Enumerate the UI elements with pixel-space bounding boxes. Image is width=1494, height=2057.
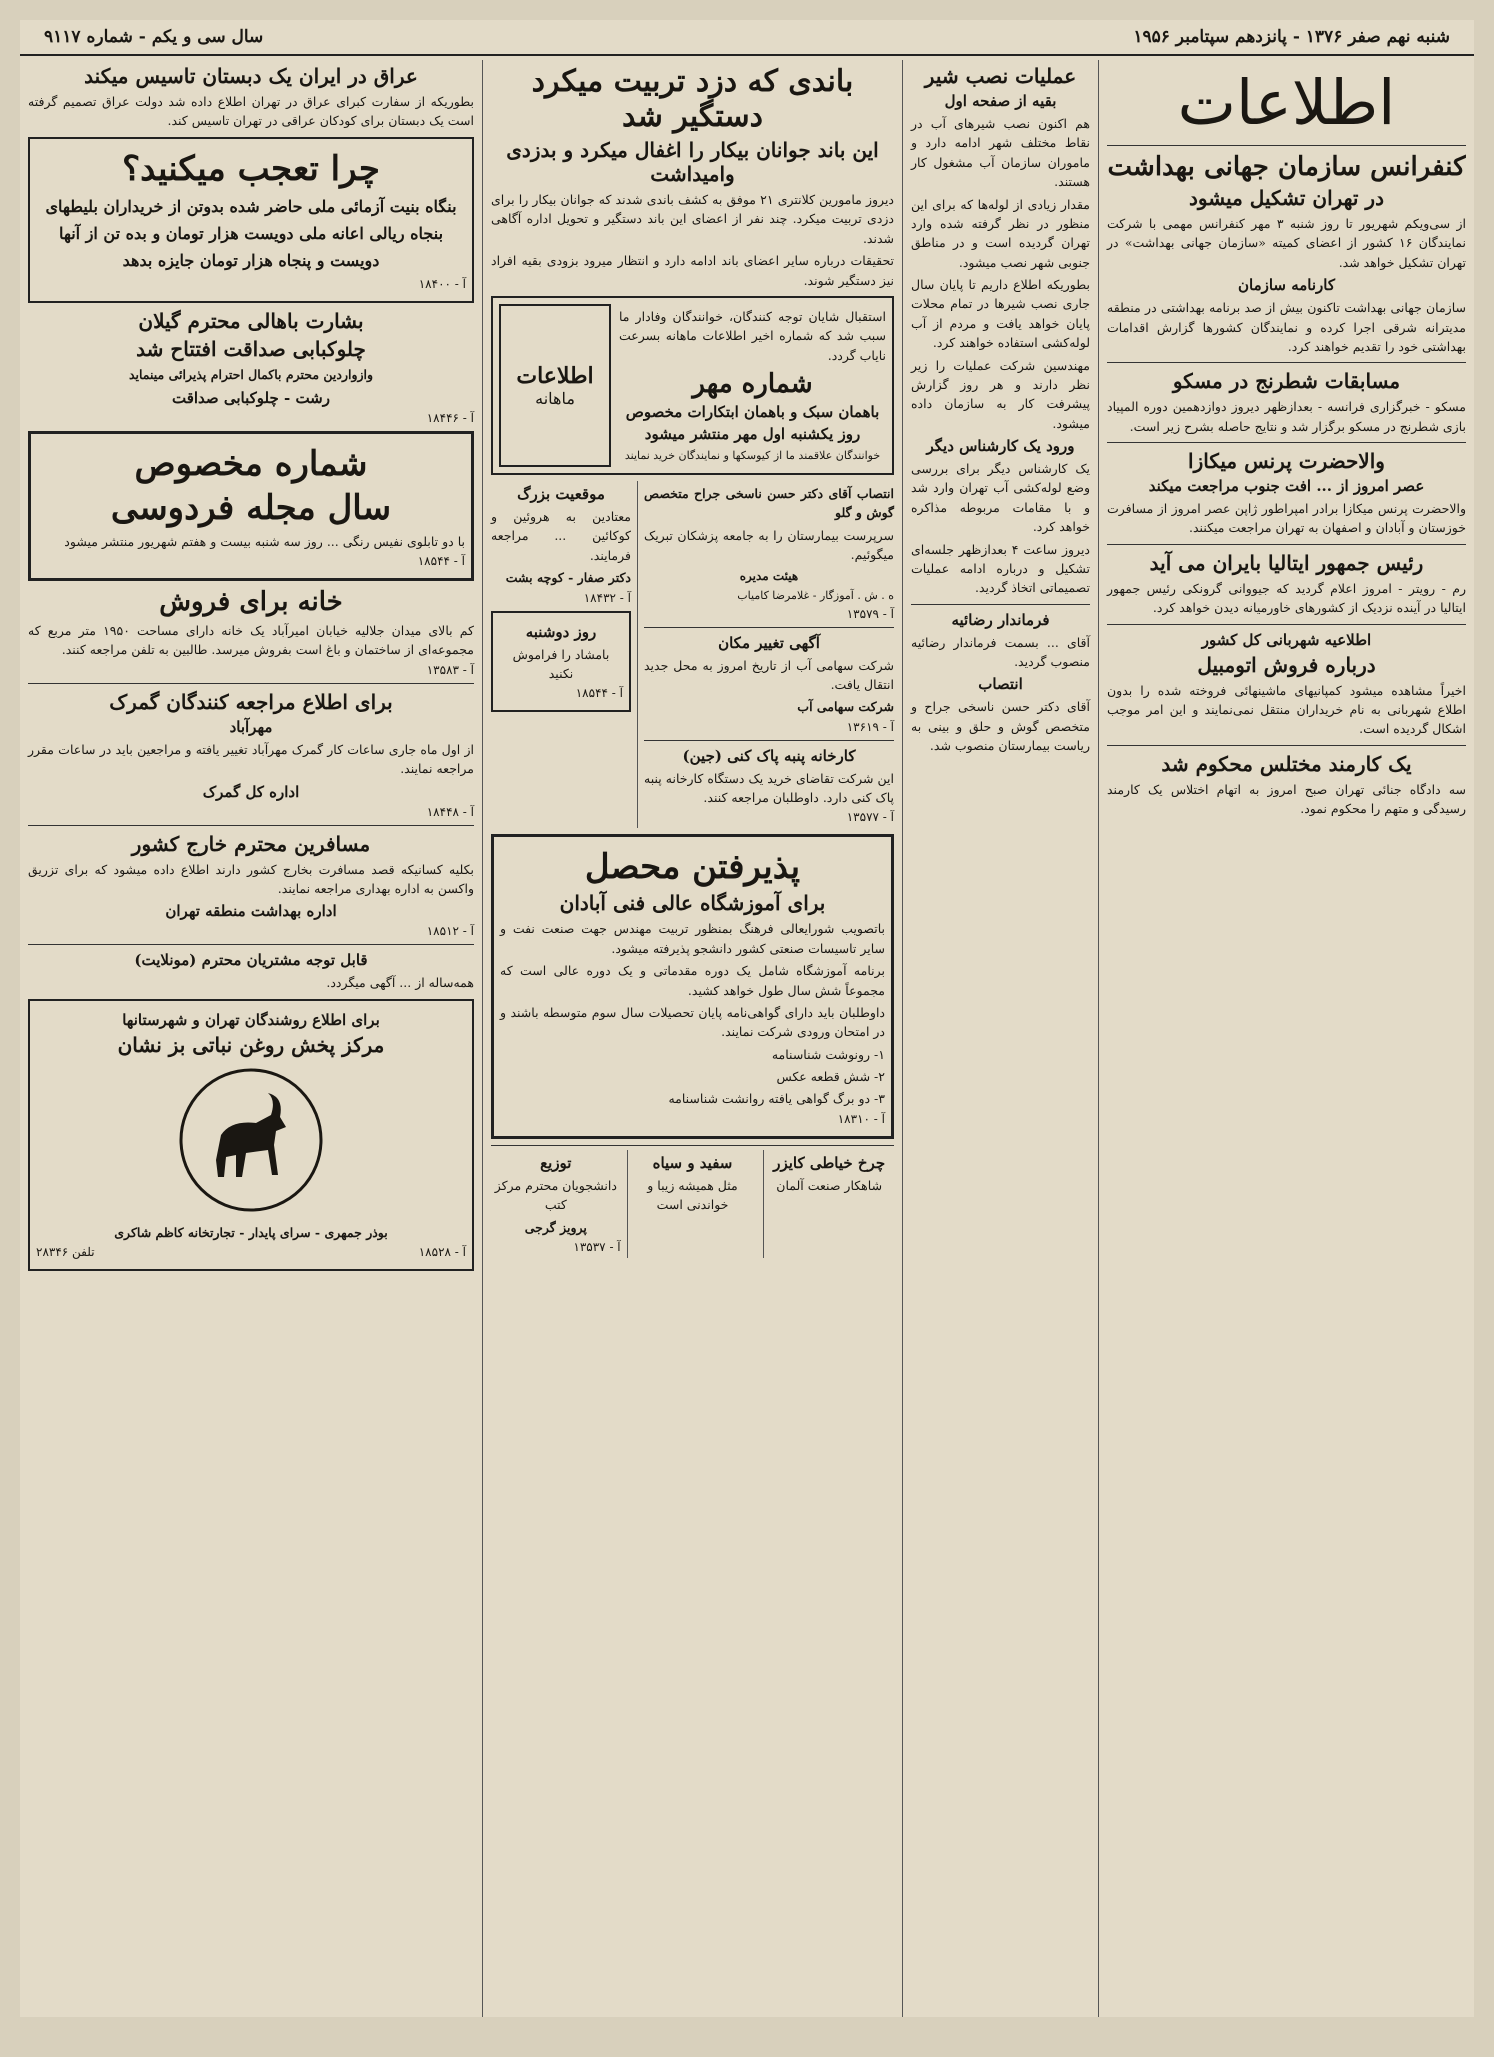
bottom-ad-2	[627, 1150, 758, 1258]
customs-sign: اداره کل گمرک	[202, 782, 300, 801]
mag-cover	[499, 304, 611, 467]
magazine-ad	[491, 296, 894, 475]
column-3	[482, 60, 902, 2017]
entesab-title: انتصاب	[978, 675, 1023, 694]
mag-cover-sub: ماهانه	[535, 388, 575, 408]
tozi-id: آ - ۱۳۵۳۷	[573, 1239, 621, 1254]
monday-id: آ - ۱۸۵۴۴	[575, 686, 623, 701]
abadan-list-3: ۳- دو برگ گواهی یافته روانشت شناسنامه	[668, 1091, 885, 1107]
mag-number: شماره مهر	[692, 369, 813, 399]
customs-id: آ - ۱۸۴۴۸	[426, 804, 474, 819]
oil-id: آ - ۱۸۵۲۸	[418, 1245, 466, 1260]
tozi-title: توزیع	[540, 1153, 572, 1172]
column-1	[1098, 60, 1474, 2017]
tozi-paragraph: دانشجویان محترم مرکز کتب	[494, 1177, 617, 1213]
band-p1: دیروز مامورین کلانتری ۲۱ موفق به کشف باندی شدند که جوانان بیکار را برای دزدی تربیت میکرد. چند نفر از اعضای این باند دستگیر و تحویل اداره آگاهی شدند.	[491, 192, 894, 246]
clerk-paragraph: سه دادگاه جنائی تهران صبح امروز به اتهام اختلاس یک کارمند رسیدگی و متهم را محکوم نمود.	[1107, 781, 1466, 816]
iraq-title: عراق در ایران یک دبستان تاسیس میکند	[84, 64, 418, 88]
oil-sign: بوذر جمهری - سرای پایدار - تجارتخانه کاظم شاکری	[114, 1224, 388, 1240]
column-2	[902, 60, 1098, 2017]
iraq-paragraph: بطوریکه از سفارت کبرای عراق در تهران اطلاع داده شد دولت عراق تصمیم گرفته است یک دبستان برای کودکان عراقی در تهران تاسیس کند.	[28, 94, 474, 129]
shir-title: عملیات نصب شیر	[924, 64, 1077, 88]
shir-p5: یک کارشناس دیگر برای بررسی وضع لوله‌کشی آب تهران وارد شد و با مقامات مربوطه مذاکره خواهد کرد.	[911, 461, 1090, 535]
bottom-ad-1	[763, 1150, 894, 1258]
ferdowsi-title: شماره مخصوص	[134, 443, 368, 484]
header-date: شنبه نهم صفر ۱۳۷۶ - پانزدهم سپتامبر ۱۹۵۶	[1133, 27, 1450, 47]
monday-title: روز دوشنبه	[525, 622, 597, 641]
monday-ad	[491, 611, 631, 713]
prince-title: والاحضرت پرنس میکازا	[1188, 449, 1385, 473]
mawq-sign: دکتر صفار - کوچه بشت	[505, 570, 631, 586]
house-id: آ - ۱۳۵۸۳	[426, 662, 474, 677]
travel-paragraph: بکلیه کسانیکه قصد مسافرت بخارج کشور دارند اطلاع داده میشود که برای تزریق واکسن به اداره بهداری مراجعه نمایند.	[28, 861, 474, 896]
gilan-subtitle: چلوکبابی صداقت افتتاح شد	[136, 337, 366, 362]
shir-section2: ورود یک کارشناس دیگر	[926, 437, 1075, 455]
why-paragraph: بنگاه بنیت آزمائی ملی حاضر شده بدوتن از خریداران بلیطهای بنجاه ریالی اعانه ملی دویست هزار تومان و بده تن از آنها دویست و پنجاه هزار تومان جایزه بدهد	[45, 196, 457, 271]
small-ads-row	[491, 481, 894, 828]
kaiser-paragraph: شاهکار صنعت آلمان	[776, 1177, 883, 1193]
abadan-ad	[491, 834, 894, 1138]
ferdowsi-subtitle: سال مجله فردوسی	[110, 487, 392, 528]
kaiser-title: چرخ خیاطی کایزر	[773, 1153, 886, 1172]
header-bar	[20, 20, 1474, 56]
shir-p6: دیروز ساعت ۴ بعدازظهر جلسه‌ای تشکیل و درباره ادامه عملیات تصمیماتی اتخاذ گردید.	[911, 541, 1090, 596]
travel-sign: اداره بهداشت منطقه تهران	[165, 902, 337, 921]
travel-title: مسافرین محترم خارج کشور	[131, 831, 371, 856]
ferdowsi-ad	[28, 431, 474, 581]
shir-subtitle: بقیه از صفحه اول	[944, 92, 1057, 110]
entesab-ad-body: سرپرست بیمارستان را به جامعه پزشکان تبریک میگوئیم.	[644, 527, 894, 563]
cotton-title: کارخانه پنبه پاک کنی (جین)	[682, 746, 856, 765]
monday-paragraph: بامشاد را فراموش نکنید	[512, 646, 610, 681]
abadan-subtitle: برای آموزشگاه عالی فنی آبادان	[559, 891, 826, 916]
prince-subtitle: عصر امروز از ... افت جنوب مراجعت میکند	[1148, 477, 1425, 495]
who-title: کنفرانس سازمان جهانی بهداشت	[1107, 152, 1466, 182]
italy-paragraph: رم - رویتر - امروز اعلام گردید که جیووانی گرونکی رئیس جمهور ایتالیا در آینده نزدیک از کشورهای خاورمیانه دیدن خواهد کرد.	[1107, 580, 1466, 616]
abadan-list-2: ۲- شش قطعه عکس	[776, 1069, 885, 1085]
mag-line: باهمان سبک و باهمان ابتکارات مخصوص	[625, 403, 880, 421]
gilan-id: آ - ۱۸۴۴۶	[426, 410, 474, 425]
entesab-ad-board: هیئت مدیره	[739, 568, 799, 583]
mag-intro: استقبال شایان توجه کنندگان، خوانندگان وفادار ما سبب شد که شماره اخیر اطلاعات ماهانه بسرعت نایاب گردد.	[619, 308, 886, 363]
goat-logo-icon	[176, 1065, 326, 1215]
customs-title: برای اطلاع مراجعه کنندگان گمرک	[109, 689, 393, 714]
abadan-p3: داوطلبان باید دارای گواهی‌نامه پایان تحصیلات سال سوم متوسطه باشند و در امتحان ورودی شرکت نمایند.	[500, 1004, 885, 1040]
farmandar-paragraph: آقای ... بسمت فرماندار رضائیه منصوب گردید.	[911, 634, 1090, 669]
house-title: خانه برای فروش	[159, 587, 343, 618]
customs-subtitle: مهرآباد	[229, 717, 273, 736]
car-title: درباره فروش اتومبیل	[1197, 652, 1376, 677]
mawq-paragraph: معتادین به هروئین و کوکائین ... مراجعه فرمایند.	[491, 509, 631, 563]
who-subtitle: در تهران تشکیل میشود	[1189, 186, 1384, 210]
oil-ad	[28, 999, 474, 1271]
entesab-paragraph: آقای دکتر حسن ناسخی جراح و متخصص گوش و حلق و بینی به ریاست بیمارستان منصوب شد.	[911, 699, 1090, 754]
abadan-id: آ - ۱۸۳۱۰	[837, 1111, 885, 1126]
mont-title: قابل توجه مشتریان محترم (مونلایت)	[134, 951, 368, 970]
shir-p1: هم اکنون نصب شیرهای آب در نقاط مختلف شهر ادامه دارد و ماموران سازمان آب مشغول کار هستند.	[911, 116, 1090, 190]
band-headline: باندی که دزد تربیت میکرد دستگیر شد	[531, 64, 854, 134]
shir-p4: مهندسین شرکت عملیات را زیر نظر دارند و هر روز گزارش پیشرفت کار به سازمان داده میشود.	[911, 357, 1090, 431]
gilan-sign: رشت - چلوکبابی صداقت	[171, 388, 330, 407]
newspaper-page	[20, 20, 1474, 2017]
clerk-title: یک کارمند مختلس محکوم شد	[1161, 751, 1412, 776]
oil-phone: تلفن ۲۸۳۴۶	[36, 1245, 95, 1260]
house-paragraph: کم بالای میدان جلالیه خیابان امیرآباد یک خانه دارای مساحت ۱۹۵۰ متر مربع که مجموعه‌ای از ساختمان و باغ است بفروش میرسد. طالبین به تلفن مراجعه کنند.	[28, 623, 474, 658]
why-id: آ - ۱۸۴۰۰	[418, 277, 466, 292]
travel-id: آ - ۱۸۵۱۲	[426, 924, 474, 939]
header-issue: سال سی و یکم - شماره ۹۱۱۷	[44, 27, 264, 47]
mag-foot: خوانندگان علاقمند ما از کیوسکها و نمایندگان خرید نمایند	[624, 449, 881, 462]
change-title: آگهی تغییر مکان	[718, 633, 820, 652]
bottom-ad-3	[491, 1150, 621, 1258]
who-paragraph-2: سازمان جهانی بهداشت تاکنون بیش از صد برنامه بهداشتی در منطقه مدیترانه شرقی اجرا کرده و نمایندگان کشورها گزارش اقدامات بهداشتی خود را تقدیم خواهند کرد.	[1107, 300, 1466, 354]
oil-title: برای اطلاع روشندگان تهران و شهرستانها	[122, 1010, 380, 1029]
abadan-list-1: ۱- رونوشت شناسنامه	[771, 1046, 885, 1062]
why-title: چرا تعجب میکنید؟	[122, 148, 380, 189]
oil-subtitle: مرکز پخش روغن نباتی بز نشان	[117, 1032, 385, 1057]
bottom-ads	[491, 1145, 894, 1258]
sefid-paragraph: مثل همیشه زیبا و خواندنی است	[647, 1177, 738, 1213]
change-sign: شرکت سهامی آب	[797, 699, 894, 715]
gilan-title: بشارت باهالی محترم گیلان	[138, 309, 364, 334]
mag-cover-title: اطلاعات	[516, 362, 594, 389]
car-pretitle: اطلاعیه شهربانی کل کشور	[1201, 630, 1372, 649]
change-paragraph: شرکت سهامی آب از تاریخ امروز به محل جدید انتقال یافت.	[644, 657, 894, 692]
shir-p3: بطوریکه اطلاع داریم تا پایان سال جاری نصب شیرها در تمام محلات پایان خواهد یافت و مردم از آب لوله‌کشی استفاده خواهند کرد.	[911, 277, 1090, 351]
mont-paragraph: همه‌ساله از ... آگهی میگردد.	[326, 975, 474, 991]
who-paragraph: از سی‌ویکم شهریور تا روز شنبه ۳ مهر کنفرانس مهمی با شرکت نمایندگان ۱۶ کشور از اعضای کمیته «سازمان جهانی بهداشت» در تهران تشکیل خواهد شد.	[1107, 216, 1466, 270]
mawq-title: موقعیت بزرگ	[517, 485, 605, 504]
sefid-title: سفید و سیاه	[652, 1153, 733, 1172]
tozi-sign: پرویز گرجی	[524, 1219, 587, 1235]
italy-title: رئیس جمهور ایتالیا بایران می آید	[1149, 550, 1424, 575]
band-subheadline: این باند جوانان بیکار را اغفال میکرد و بدزدی وامیداشت	[506, 138, 879, 186]
chess-title: مسابقات شطرنج در مسکو	[1172, 369, 1401, 394]
column-4	[20, 60, 482, 2017]
band-p2: تحقیقات درباره سایر اعضای باند ادامه دارد و انتظار میرود بزودی بقیه افراد نیز دستگیر شوند.	[491, 253, 894, 288]
car-paragraph: اخیراً مشاهده میشود کمپانیهای ماشینهائی فروخته شده را بدون اطلاع شهربانی به نام خریداران منتقل نمی‌نمایند و این امر موجب اشکال گردیده است.	[1107, 682, 1466, 737]
masthead: اطلاعات	[1177, 66, 1396, 139]
entesab-ad-sign: ه . ش . آموزگار - غلامرضا کامیاب	[737, 588, 894, 602]
shir-p2: مقدار زیادی از لوله‌ها که برای این منظور در نظر گرفته شده وارد تهران گردیده است و در مناطق جنوبی شهر نصب میشود.	[911, 196, 1090, 270]
mag-date: روز یکشنبه اول مهر منتشر میشود	[644, 425, 861, 443]
entesab-ad-head: انتصاب آقای دکتر حسن ناسخی جراح متخصص گوش و گلو	[644, 486, 894, 521]
farmandar-title: فرماندار رضائیه	[951, 610, 1050, 629]
chess-paragraph: مسکو - خبرگزاری فرانسه - بعدازظهر دیروز دوازدهمین دوره المپیاد بازی شطرنج در مسکو برگزار شد و نتایج حاصله بشرح زیر است.	[1107, 399, 1466, 434]
customs-paragraph: از اول ماه جاری ساعات کار گمرک مهرآباد تغییر یافته و مراجعین باید در ساعات مقرر مراجعه نمایند.	[28, 741, 474, 777]
change-id: آ - ۱۳۶۱۹	[846, 719, 894, 734]
prince-paragraph: والاحضرت پرنس میکازا برادر امپراطور ژاپن عصر امروز از مسافرت خوزستان و آبادان و اصفهان به تهران مراجعت میکنند.	[1107, 501, 1466, 536]
mawq-id: آ - ۱۸۴۳۲	[583, 590, 631, 605]
cotton-paragraph: این شرکت تقاضای خرید یک دستگاه کارخانه پنبه پاک کنی دارد. داوطلبان مراجعه کنند.	[644, 770, 894, 806]
cotton-id: آ - ۱۳۵۷۷	[846, 810, 894, 825]
ferdowsi-id: آ - ۱۸۵۴۴	[417, 554, 465, 569]
ferdowsi-paragraph: با دو تابلوی نفیس رنگی ... روز سه شنبه بیست و هفتم شهریور منتشر میشود	[64, 533, 465, 549]
why-ad	[28, 137, 474, 304]
entesab-ad-id: آ - ۱۳۵۷۹	[846, 606, 894, 621]
gilan-paragraph: وازواردین محترم باکمال احترام پذیرائی مینماید	[128, 367, 374, 383]
abadan-title: پذیرفتن محصل	[584, 847, 801, 888]
abadan-p2: برنامه آموزشگاه شامل یک دوره مقدماتی و یک دوره عالی است که مجموعاً شش سال طول خواهد کشید.	[500, 963, 885, 998]
who-section: کارنامه سازمان	[1237, 276, 1335, 295]
abadan-p1: باتصویب شورایعالی فرهنگ بمنظور تربیت مهندس جهت صنعت نفت و سایر تاسیسات صنعتی کشور دانشجو پذیرفته میشود.	[500, 921, 885, 956]
